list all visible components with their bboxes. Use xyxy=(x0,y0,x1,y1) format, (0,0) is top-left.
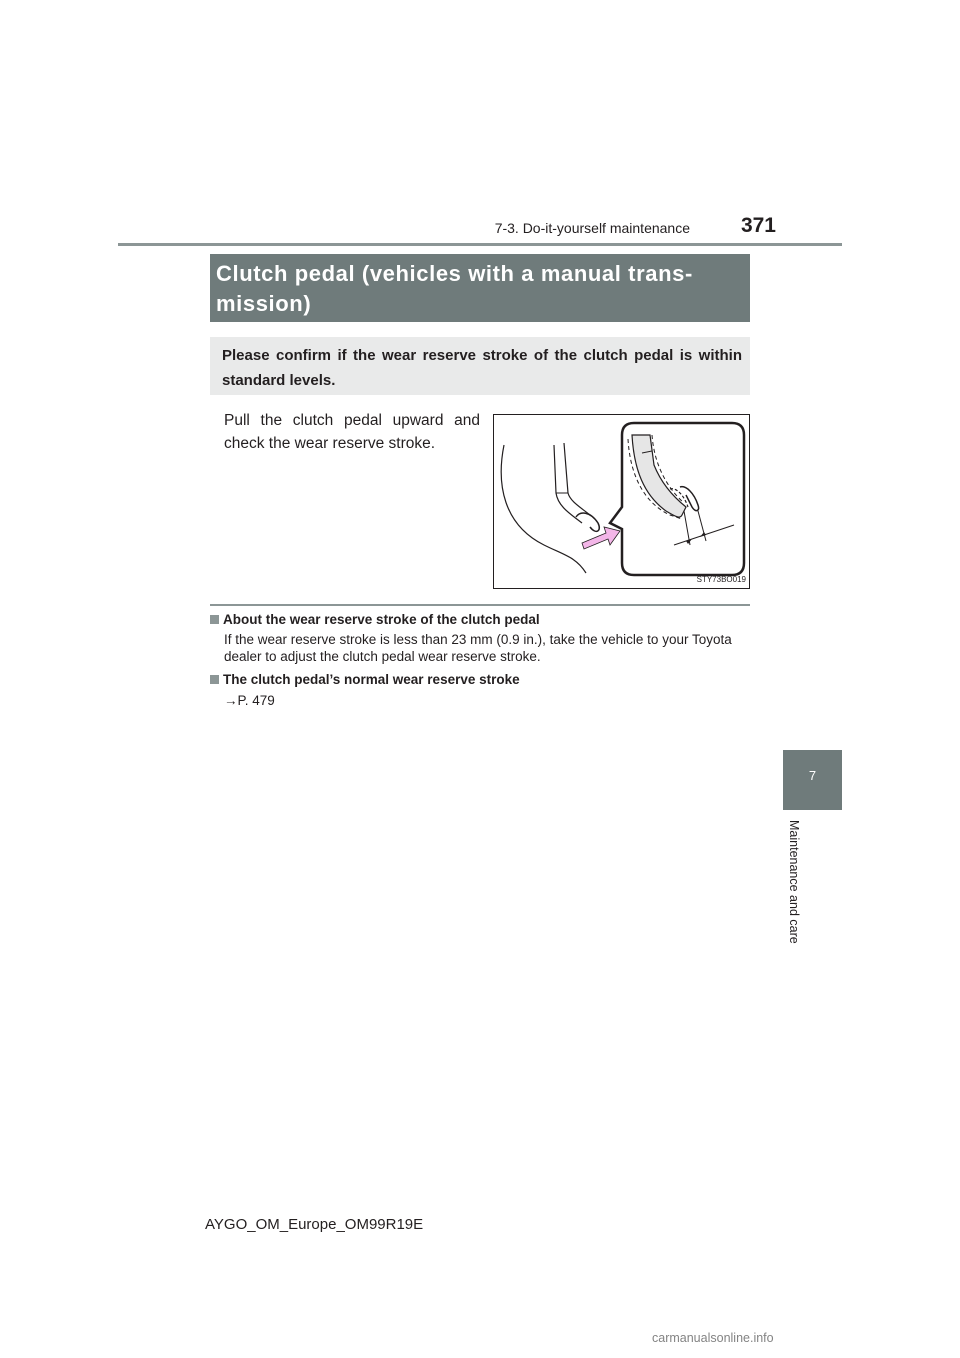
pedal-arm-outline-2 xyxy=(564,443,590,515)
square-bullet-icon xyxy=(210,675,219,684)
section-rule xyxy=(210,604,750,606)
pedal-pad xyxy=(576,513,599,531)
chapter-tab-number: 7 xyxy=(808,768,817,783)
pink-arrow-icon xyxy=(582,527,620,549)
page-reference-link[interactable]: →P. 479 xyxy=(224,693,275,708)
note-text-1: If the wear reserve stroke is less than 23 mm (0.9 in.), take the vehicle to your Toyota dealer to adjust the clutch pedal wear reserve stroke. xyxy=(224,632,732,664)
clutch-pedal-figure xyxy=(493,414,750,589)
page-title xyxy=(216,259,752,319)
note-heading-1-text: About the wear reserve stroke of the clutch pedal xyxy=(223,612,540,627)
clutch-pedal-illustration xyxy=(494,415,749,588)
floor-curve xyxy=(501,445,586,573)
header-rule xyxy=(118,243,842,246)
note-heading-2-text: The clutch pedal’s normal wear reserve stroke xyxy=(223,672,520,687)
pedal-arm-outline-1 xyxy=(554,445,582,523)
chapter-tab-label: Maintenance and care xyxy=(787,820,801,944)
section-label: 7-3. Do-it-yourself maintenance xyxy=(494,220,690,236)
page-title-line-1: Clutch pedal (vehicles with a manual trans- xyxy=(216,261,693,286)
watermark: carmanualsonline.info xyxy=(652,1331,774,1345)
intro-text: Please confirm if the wear reserve stroke of the clutch pedal is within standard levels. xyxy=(222,347,742,389)
note-heading-1 xyxy=(210,612,540,627)
body-text: Pull the clutch pedal upward and check the wear reserve stroke. xyxy=(224,412,480,452)
footer-document-id: AYGO_OM_Europe_OM99R19E xyxy=(205,1216,424,1233)
figure-code: STY73BO019 xyxy=(696,575,746,584)
note-heading-2 xyxy=(210,672,520,687)
square-bullet-icon xyxy=(210,615,219,624)
page-number: 371 xyxy=(740,214,776,237)
page-title-line-2: mission) xyxy=(216,291,312,316)
